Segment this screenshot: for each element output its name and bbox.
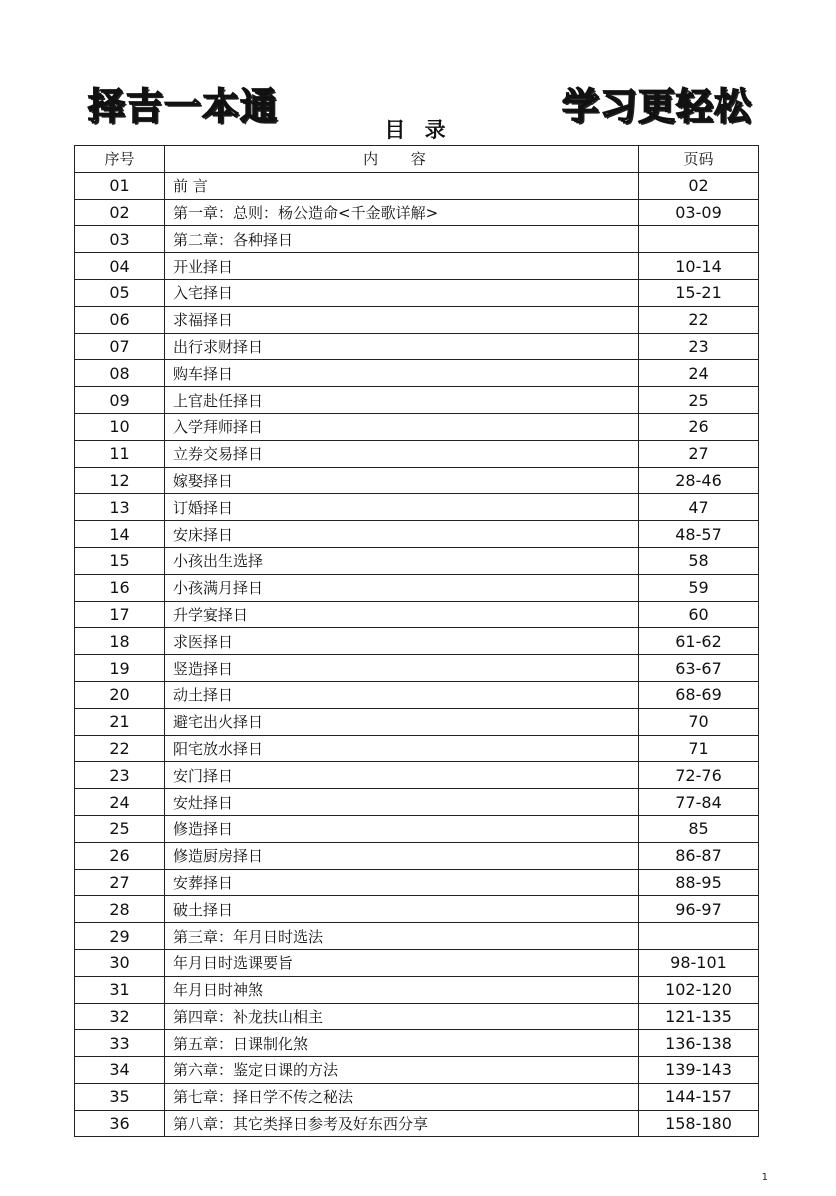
row-content: 第七章：择日学不传之秘法: [165, 1083, 639, 1110]
column-header-number: 序号: [75, 146, 165, 173]
row-content: 年月日时神煞: [165, 976, 639, 1003]
row-content: 小孩出生选择: [165, 547, 639, 574]
table-row: [75, 762, 759, 789]
row-page: 70: [639, 708, 759, 735]
row-page: 59: [639, 574, 759, 601]
toc-title: 目 录: [384, 118, 452, 142]
row-number: 23: [75, 762, 165, 789]
row-page: 60: [639, 601, 759, 628]
row-number: 17: [75, 601, 165, 628]
table-row: [75, 333, 759, 360]
table-row: [75, 681, 759, 708]
row-number: 16: [75, 574, 165, 601]
toc-header-row: [75, 146, 759, 173]
row-content: 年月日时选课要旨: [165, 949, 639, 976]
row-content: 修造厨房择日: [165, 842, 639, 869]
table-row: [75, 789, 759, 816]
row-number: 07: [75, 333, 165, 360]
row-number: 22: [75, 735, 165, 762]
row-number: 06: [75, 306, 165, 333]
table-row: [75, 574, 759, 601]
row-page: 02: [639, 172, 759, 199]
row-number: 20: [75, 681, 165, 708]
table-row: [75, 1083, 759, 1110]
row-page: 158-180: [639, 1110, 759, 1137]
table-row: [75, 1030, 759, 1057]
row-content: 开业择日: [165, 253, 639, 280]
table-row: [75, 1003, 759, 1030]
row-number: 09: [75, 387, 165, 414]
row-content: 修造择日: [165, 815, 639, 842]
table-row: [75, 842, 759, 869]
row-page: 85: [639, 815, 759, 842]
table-row: [75, 413, 759, 440]
row-page: 144-157: [639, 1083, 759, 1110]
row-number: 03: [75, 226, 165, 253]
page-number: 1: [761, 1172, 768, 1183]
table-row: [75, 628, 759, 655]
row-number: 04: [75, 253, 165, 280]
row-number: 11: [75, 440, 165, 467]
row-page: 86-87: [639, 842, 759, 869]
row-number: 27: [75, 869, 165, 896]
row-number: 01: [75, 172, 165, 199]
row-content: 第八章：其它类择日参考及好东西分享: [165, 1110, 639, 1137]
row-content: 入宅择日: [165, 279, 639, 306]
column-header-content: 内 容: [165, 146, 639, 173]
row-page: 26: [639, 413, 759, 440]
row-content: 小孩满月择日: [165, 574, 639, 601]
table-row: [75, 360, 759, 387]
row-number: 10: [75, 413, 165, 440]
row-page: 96-97: [639, 896, 759, 923]
row-page: 63-67: [639, 655, 759, 682]
row-page: 98-101: [639, 949, 759, 976]
row-content: 升学宴择日: [165, 601, 639, 628]
row-number: 14: [75, 521, 165, 548]
row-page: 77-84: [639, 789, 759, 816]
row-content: 第四章：补龙扶山相主: [165, 1003, 639, 1030]
row-number: 30: [75, 949, 165, 976]
table-row: [75, 1110, 759, 1137]
row-number: 21: [75, 708, 165, 735]
toc-table: [74, 145, 759, 1137]
row-page: 10-14: [639, 253, 759, 280]
row-page: 72-76: [639, 762, 759, 789]
table-row: [75, 172, 759, 199]
row-content: 上官赴任择日: [165, 387, 639, 414]
book-title: 择吉一本通: [88, 85, 278, 128]
table-row: [75, 815, 759, 842]
row-page: 102-120: [639, 976, 759, 1003]
row-content: 立券交易择日: [165, 440, 639, 467]
row-page: [639, 923, 759, 950]
row-content: 避宅出火择日: [165, 708, 639, 735]
row-content: 第六章：鉴定日课的方法: [165, 1057, 639, 1084]
row-number: 13: [75, 494, 165, 521]
table-row: [75, 923, 759, 950]
row-number: 08: [75, 360, 165, 387]
table-row: [75, 949, 759, 976]
table-row: [75, 521, 759, 548]
row-number: 31: [75, 976, 165, 1003]
row-page: 25: [639, 387, 759, 414]
table-row: [75, 494, 759, 521]
row-content: 阳宅放水择日: [165, 735, 639, 762]
row-page: 68-69: [639, 681, 759, 708]
row-content: 安门择日: [165, 762, 639, 789]
table-row: [75, 253, 759, 280]
table-row: [75, 306, 759, 333]
row-content: 求福择日: [165, 306, 639, 333]
row-content: 求医择日: [165, 628, 639, 655]
row-number: 26: [75, 842, 165, 869]
table-row: [75, 1057, 759, 1084]
row-content: 第一章：总则：杨公造命<千金歌详解>: [165, 199, 639, 226]
table-row: [75, 279, 759, 306]
book-slogan: 学习更轻松: [562, 85, 752, 128]
row-page: 23: [639, 333, 759, 360]
row-number: 28: [75, 896, 165, 923]
table-row: [75, 387, 759, 414]
row-content: 安葬择日: [165, 869, 639, 896]
table-row: [75, 869, 759, 896]
row-page: 71: [639, 735, 759, 762]
row-page: 15-21: [639, 279, 759, 306]
row-page: 88-95: [639, 869, 759, 896]
row-content: 入学拜师择日: [165, 413, 639, 440]
row-number: 15: [75, 547, 165, 574]
row-content: 安床择日: [165, 521, 639, 548]
row-number: 19: [75, 655, 165, 682]
row-number: 12: [75, 467, 165, 494]
row-page: 136-138: [639, 1030, 759, 1057]
row-number: 36: [75, 1110, 165, 1137]
table-row: [75, 467, 759, 494]
row-content: 第三章：年月日时选法: [165, 923, 639, 950]
row-content: 出行求财择日: [165, 333, 639, 360]
row-number: 33: [75, 1030, 165, 1057]
row-content: 破土择日: [165, 896, 639, 923]
row-content: 第五章：日课制化煞: [165, 1030, 639, 1057]
row-page: 22: [639, 306, 759, 333]
row-number: 18: [75, 628, 165, 655]
table-row: [75, 199, 759, 226]
row-page: 28-46: [639, 467, 759, 494]
table-row: [75, 440, 759, 467]
table-row: [75, 708, 759, 735]
row-page: 48-57: [639, 521, 759, 548]
row-content: 竖造择日: [165, 655, 639, 682]
row-page: 03-09: [639, 199, 759, 226]
row-page: [639, 226, 759, 253]
row-number: 05: [75, 279, 165, 306]
row-number: 25: [75, 815, 165, 842]
row-content: 前 言: [165, 172, 639, 199]
row-content: 安灶择日: [165, 789, 639, 816]
row-content: 购车择日: [165, 360, 639, 387]
row-page: 24: [639, 360, 759, 387]
table-row: [75, 976, 759, 1003]
row-page: 121-135: [639, 1003, 759, 1030]
row-page: 58: [639, 547, 759, 574]
table-row: [75, 896, 759, 923]
table-row: [75, 601, 759, 628]
row-page: 27: [639, 440, 759, 467]
table-row: [75, 226, 759, 253]
row-number: 34: [75, 1057, 165, 1084]
table-row: [75, 547, 759, 574]
row-number: 32: [75, 1003, 165, 1030]
row-page: 139-143: [639, 1057, 759, 1084]
row-number: 29: [75, 923, 165, 950]
row-content: 第二章：各种择日: [165, 226, 639, 253]
row-content: 嫁娶择日: [165, 467, 639, 494]
row-content: 动土择日: [165, 681, 639, 708]
row-page: 47: [639, 494, 759, 521]
table-row: [75, 735, 759, 762]
row-page: 61-62: [639, 628, 759, 655]
row-content: 订婚择日: [165, 494, 639, 521]
row-number: 24: [75, 789, 165, 816]
table-row: [75, 655, 759, 682]
toc-body: [75, 172, 759, 1137]
row-number: 35: [75, 1083, 165, 1110]
row-number: 02: [75, 199, 165, 226]
column-header-page: 页码: [639, 146, 759, 173]
